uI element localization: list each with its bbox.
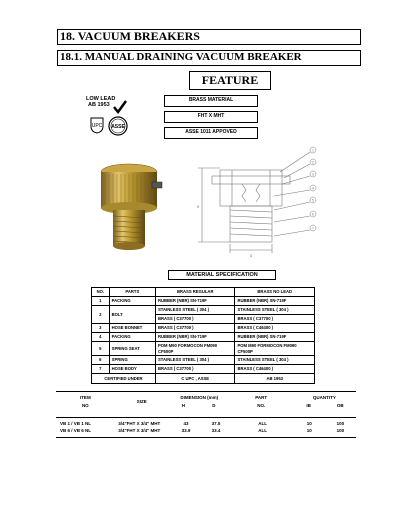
col-no: NO.: [92, 288, 110, 297]
svg-text:ASSE: ASSE: [111, 124, 125, 130]
divider: [56, 417, 356, 418]
table-row: 4 PACKING RUBBER (NBR) SN-719F RUBBER (NBR) SN-719F: [92, 333, 315, 342]
subsection-heading: 18.1. MANUAL DRAINING VACUUM BREAKER: [57, 50, 361, 66]
technical-drawing: [192, 140, 322, 260]
asse-logo-icon: [108, 116, 128, 136]
svg-text:5: 5: [312, 198, 314, 203]
svg-text:1: 1: [312, 148, 314, 153]
table-row: 1 PACKING RUBBER (NBR) SN-719F RUBBER (NBR) SN-719F: [92, 297, 315, 306]
svg-text:7: 7: [312, 226, 314, 231]
table-row: 5 SPRING SEAT POM M90 FORMOCON FM090 CF500P POM M90 FORMOCON FM090 CF500P: [92, 342, 315, 356]
section-heading: 18. VACUUM BREAKERS: [57, 29, 361, 45]
material-table: [91, 287, 315, 384]
material-header-row: [92, 288, 315, 297]
svg-text:3: 3: [312, 172, 314, 177]
product-photo: [92, 160, 172, 260]
col-brass-no-lead: BRASS NO LEAD: [235, 288, 315, 297]
col-brass-regular: BRASS REGULAR: [155, 288, 235, 297]
lowlead-text: LOW LEAD: [86, 96, 116, 102]
certified-row: CERTIFIED UNDER C UPC , ASSE AB 1953: [92, 374, 315, 384]
cupc-logo-icon: [88, 116, 106, 134]
material-spec-title: MATERIAL SPECIFICATION: [168, 270, 276, 280]
table-row: 2 BOLT STAINLESS STEEL ( 304 ) STAINLESS STEEL ( 304 ): [92, 306, 315, 315]
table-row: VB 6 / VB 6 NL 3/4"FHT X 3/4" MHT 33.9 33.4 ALL 10 100: [60, 428, 345, 433]
feature-item-approval: ASSE 1011 APPOVED: [164, 127, 258, 139]
feature-item-connection: FHT X MHT: [164, 111, 258, 123]
dimension-rows: [56, 420, 356, 434]
svg-text:H: H: [196, 205, 200, 209]
svg-text:2: 2: [312, 160, 314, 165]
divider: [56, 437, 356, 438]
dimension-table: ITEM SIZE DIMENSION (mm) PART QUANTITY NO H D NO. IB OB: [79, 394, 344, 408]
table-row: VB 1 / VB 1 NL 3/4"FHT X 3/4" MHT 43 37.5 ALL 10 100: [60, 421, 345, 426]
svg-text:UPC: UPC: [91, 123, 103, 129]
lowlead-logo: [86, 96, 115, 108]
table-row: 6 SPRING STAINLESS STEEL ( 304 ) STAINLESS STEEL ( 304 ): [92, 356, 315, 365]
feature-item-material: BRASS MATERIAL: [164, 95, 258, 107]
svg-text:4: 4: [312, 186, 314, 191]
ab1953-text: AB 1953: [88, 102, 110, 108]
svg-text:6: 6: [312, 212, 314, 217]
divider: [56, 391, 356, 392]
feature-title: FEATURE: [189, 71, 271, 90]
svg-text:D: D: [249, 254, 253, 258]
col-parts: PARTS: [109, 288, 155, 297]
table-row: BRASS ( C37700 ) BRASS ( C37700 ): [92, 315, 315, 324]
checkmark-icon: [113, 100, 127, 114]
table-row: 3 HOSE BONNET BRASS ( C37700 ) BRASS ( C46400 ): [92, 324, 315, 333]
table-row: 7 HOSE BODY BRASS ( C37700 ) BRASS ( C46400 ): [92, 365, 315, 374]
